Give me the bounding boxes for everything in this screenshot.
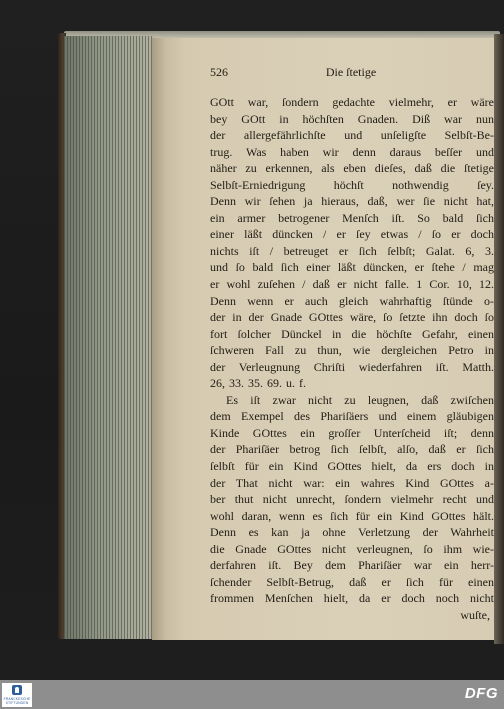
text-line: der Phariſäer betrog ſich ſelbſt, alſo, daß er ſich bbox=[210, 442, 494, 457]
text-line: und ſo bald ſich einer läßt düncken, er ſtehe / mag bbox=[210, 260, 494, 275]
text-line: derfahren iſt. Bey dem Phariſäer war ein herr- bbox=[210, 558, 494, 573]
text-line: Denn es kan ja ohne Verletzung der Wahrheit bbox=[210, 525, 494, 540]
text-line: wohl daran, wenn es ſich für ein Kind GOttes hält. bbox=[210, 508, 494, 523]
text-line: Selbſt-Erniedrigung höchſt nothwendig ſey. bbox=[210, 177, 494, 192]
text-line: der That nicht war: ein wahres Kind GOttes a- bbox=[210, 475, 494, 490]
text-line: Kinde GOttes ein groſſer Unterſcheid iſt; denn bbox=[210, 425, 494, 440]
text-line: nichts iſt / betreuget er ſich ſelbſt; Galat. 6, 3. bbox=[210, 243, 494, 258]
text-line: Denn wenn er auch gleich wahrhaftig ſtünde o- bbox=[210, 293, 494, 308]
text-line: fort ſolcher Dünckel in die höchſte Gefahr, einen bbox=[210, 326, 494, 341]
text-line: dem Exempel des Phariſäers und einem gläubigen bbox=[210, 409, 494, 424]
page-text bbox=[210, 94, 494, 624]
text-line: 26, 33. 35. 69. u. f. bbox=[210, 376, 306, 391]
text-line: der allergefährlichſte und unſeligſte Selbſt-Be- bbox=[210, 128, 494, 143]
text-line: ein armer betrogener Menſch iſt. So bald ſich bbox=[210, 210, 494, 225]
running-title: Die ſtetige bbox=[325, 65, 377, 79]
text-line: trug. Was haben wir denn daraus beſſer und bbox=[210, 144, 494, 159]
text-line: einer läßt düncken / er ſey etwas / ſo er doch bbox=[210, 227, 494, 242]
emblem-icon bbox=[12, 685, 22, 695]
text-line: Denn wir ſehen ja hieraus, daß, wer ſie nicht hat, bbox=[210, 194, 494, 209]
footer-bar bbox=[0, 680, 504, 709]
text-line: ſelbſt für ein Kind GOttes hielt, da ers doch in bbox=[210, 459, 494, 474]
page-header bbox=[210, 64, 492, 80]
book-right-edge bbox=[494, 34, 504, 644]
text-line: ſchender Selbſt-Betrug, daß er ſich für einen bbox=[210, 574, 494, 589]
text-line: ber thut nicht unrecht, ſondern vielmehr recht und bbox=[210, 492, 494, 507]
franckesche-stiftungen-logo bbox=[2, 683, 32, 707]
text-line: ſchweren Fall zu thun, wie dergleichen Petro in bbox=[210, 343, 494, 358]
text-line: GOtt war, ſondern gedachte vielmehr, er wäre bbox=[210, 95, 494, 109]
text-line: näher zu erkennen, als eben dieſes, daß die ſtetige bbox=[210, 161, 494, 176]
text-line: Es iſt zwar nicht zu leugnen, daß zwiſchen bbox=[226, 392, 494, 407]
text-line: der in der Gnade GOttes wäre, ſo ſetzte ihn doch ſo bbox=[210, 310, 494, 325]
text-line: er wohl zuſehen / daß er nicht falle. 1 Cor. 10, 12. bbox=[210, 277, 494, 292]
text-line: frommen Menſchen hielt, da er doch noch nicht bbox=[210, 591, 494, 606]
book-page-edges bbox=[64, 36, 154, 639]
text-line: der Verleugnung Chriſti wiederfahren iſt. Matth. bbox=[210, 359, 494, 374]
text-line: bey GOtt in höchſten Gnaden. Diß war nun bbox=[210, 111, 494, 126]
logo-text-line1: FRANCKESCHE bbox=[3, 697, 31, 701]
catchword: wuſte, bbox=[460, 607, 490, 622]
page-number: 526 bbox=[210, 65, 228, 79]
dfg-logo: DFG bbox=[464, 685, 498, 702]
text-line: die Gnade GOttes nicht verleugnen, ſo ihm wie- bbox=[210, 541, 494, 556]
logo-text-line2: STIFTUNGEN bbox=[5, 701, 29, 705]
